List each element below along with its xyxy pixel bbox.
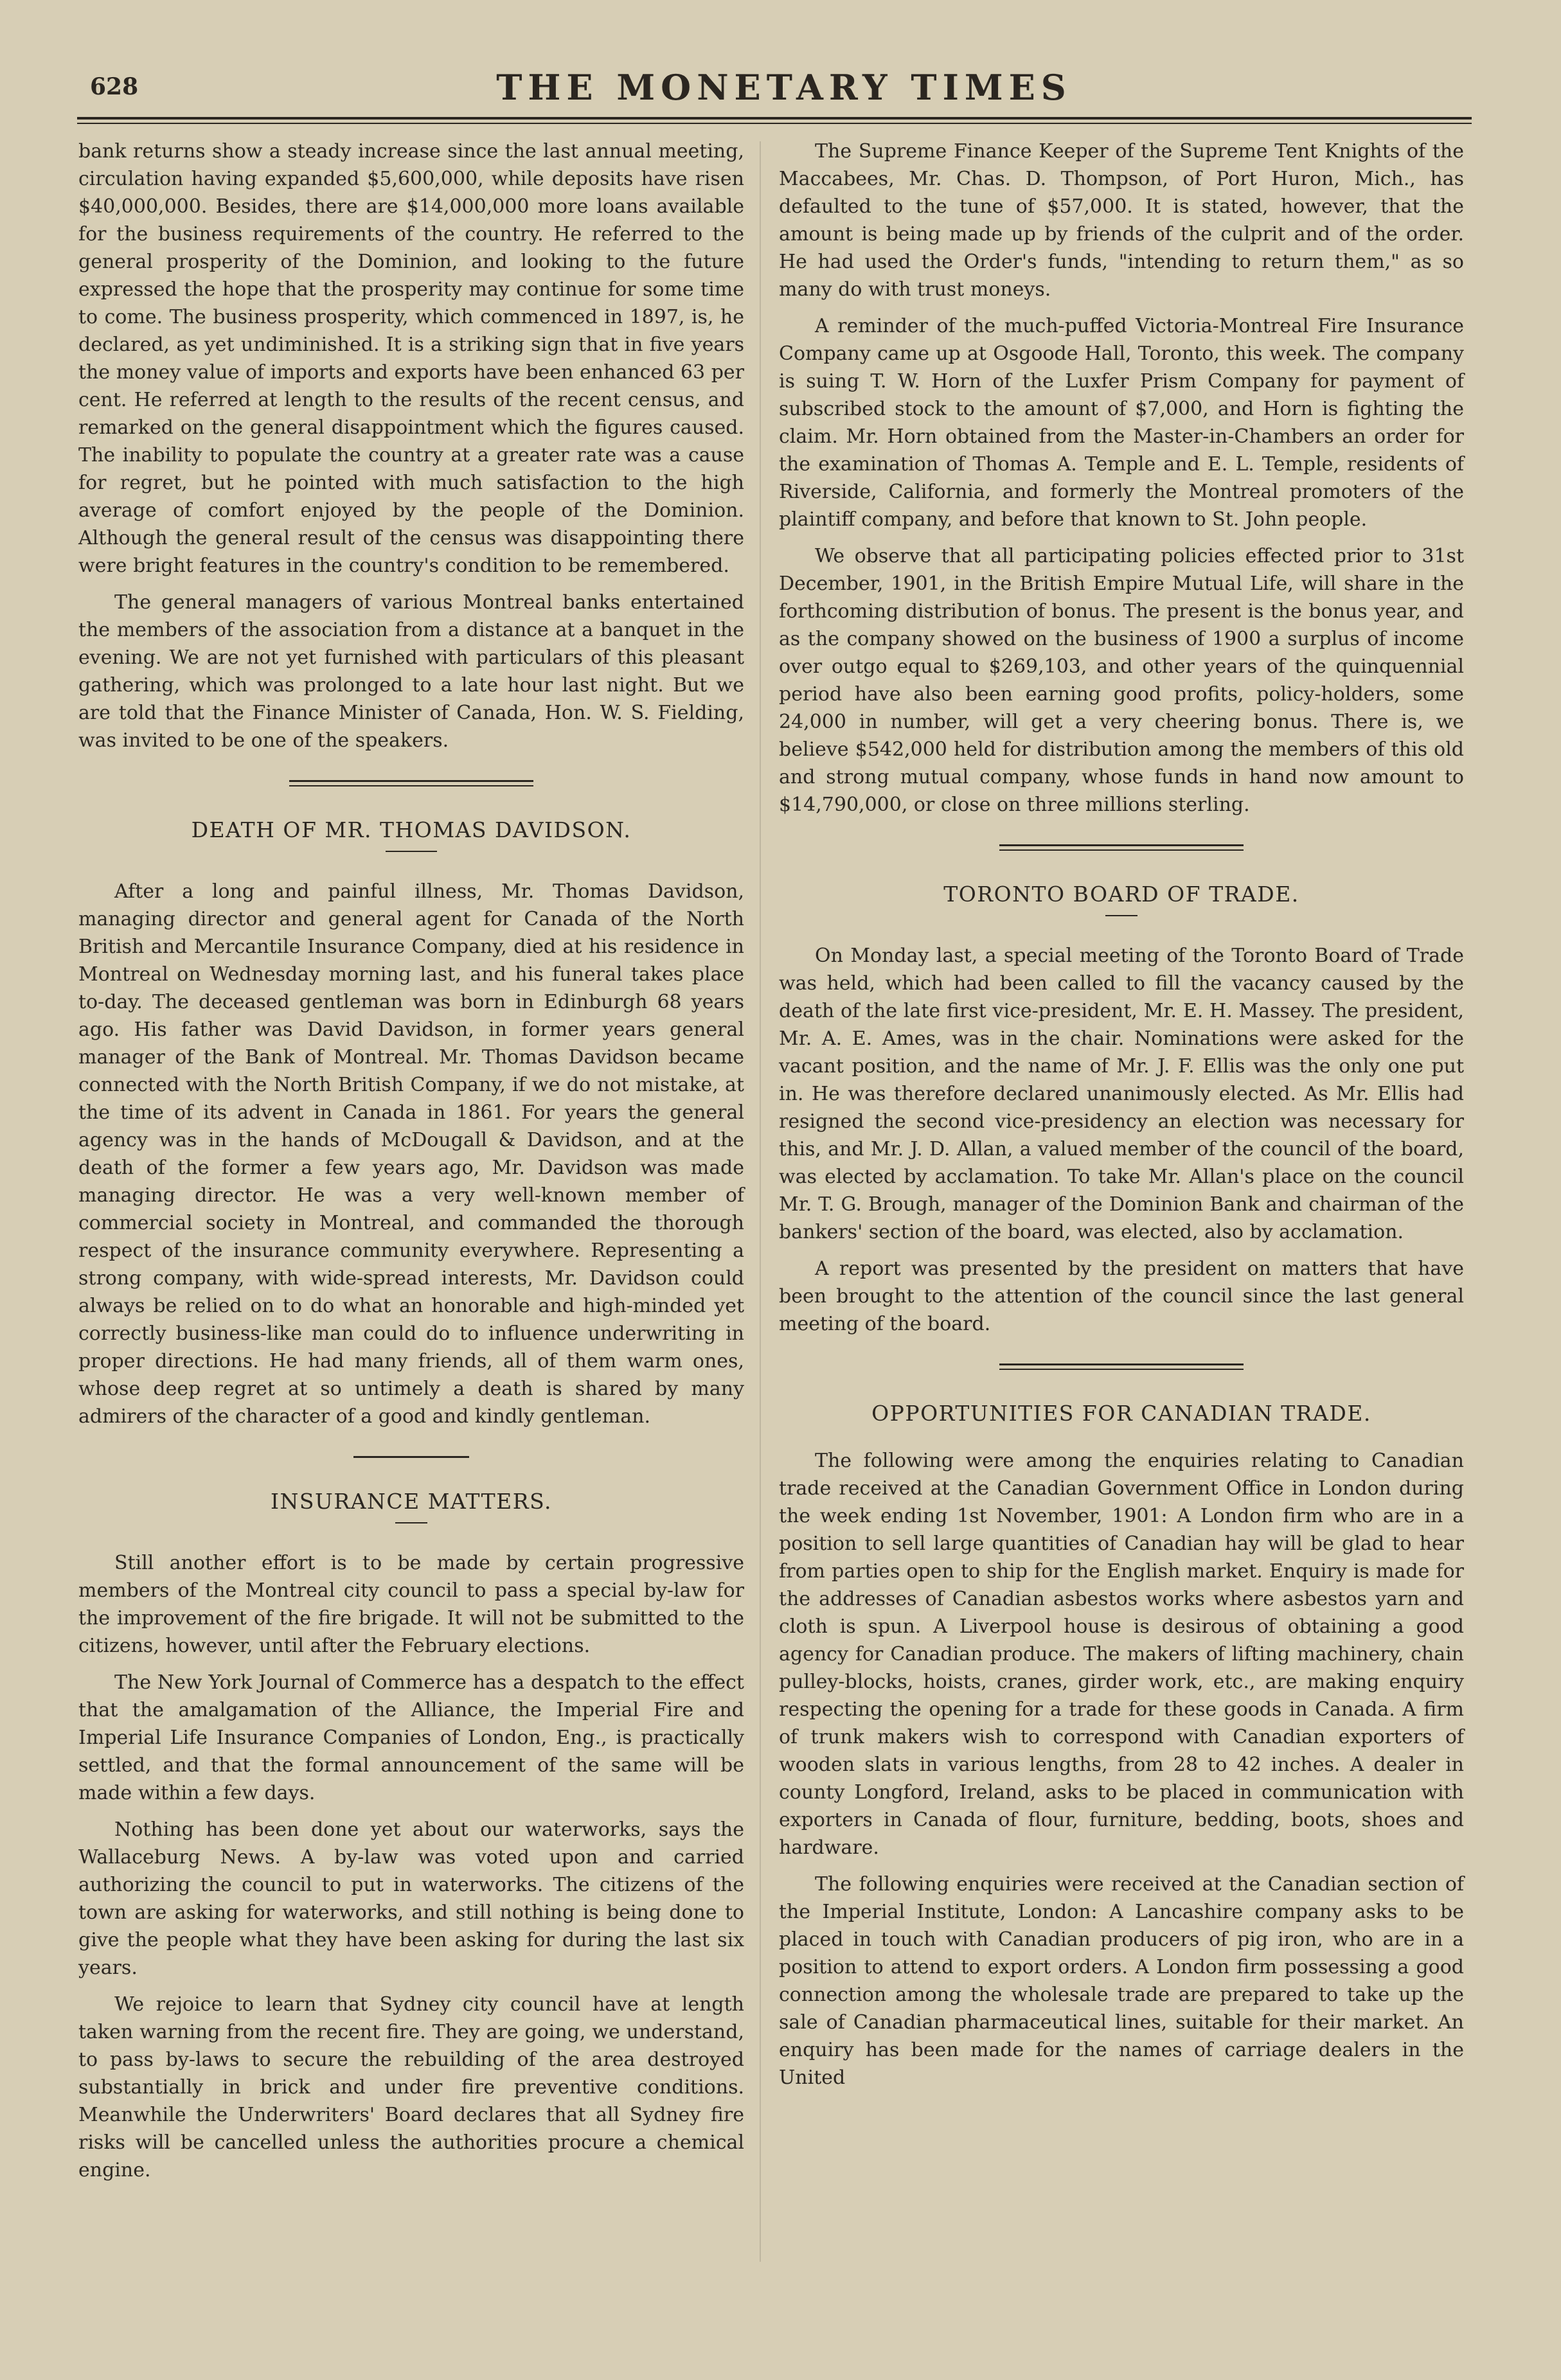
article-paragraph: We observe that all participating policies effected prior to 31st December, 1901, in the British Empire Mutual Life, will share in the forthcoming distribution of bonus. The present is the bonus year, and as the company showed on the business of 1900 a surplus of income over outgo equal to $269,103, and other years of the quinquennial period have also been earning good profits, policy-holders, some 24,000 in number, will get a very cheering bonus. There is, we believe $542,000 held for distribution among the members of this old and strong mutual company, whose funds in hand now amount to $14,790,000, or close on three millions sterling. <box>779 545 1464 816</box>
right-column <box>779 138 1464 2100</box>
article-paragraph: On Monday last, a special meeting of the Toronto Board of Trade was held, which had been called to fill the vacancy caused by the death of the late first vice-president, Mr. E. H. Massey. The president, Mr. A. E. Ames, was in the chair. Nominations were asked for the vacant position, and the name of Mr. J. F. Ellis was the only one put in. He was therefore declared unanimously elected. As Mr. Ellis had resigned the second vice-presidency an election was necessary for this, and Mr. J. D. Allan, a valued member of the council of the board, was elected by acclamation. To take Mr. Allan's place on the council Mr. T. G. Brough, manager of the Dominion Bank and chairman of the bankers' section of the board, was elected, also by acclamation. <box>779 945 1464 1243</box>
heading-dash <box>1105 915 1137 916</box>
article-paragraph: After a long and painful illness, Mr. Thomas Davidson, managing director and general agent for Canada of the North British and Mercantile Insurance Company, died at his residence in Montreal on Wednesday morning last, and his funeral takes place to-day. The deceased gentleman was born in Edinburgh 68 years ago. His father was David Davidson, in former years general manager of the Bank of Montreal. Mr. Thomas Davidson became connected with the North British Company, if we do not mistake, at the time of its advent in Canada in 1861. For years the general agency was in the hands of McDougall & Davidson, and at the death of the former a few years ago, Mr. Davidson was made managing director. He was a very well-known member of commercial society in Montreal, and commanded the thorough respect of the insurance community everywhere. Representing a strong company, with wide-spread interests, Mr. Davidson could always be relied on to do what an honorable and high-minded yet correctly business-like man could do to influence underwriting in proper directions. He had many friends, all of them warm ones, whose deep regret at so untimely a death is shared by many admirers of the character of a good and kindly gentleman. <box>78 880 744 1428</box>
article-paragraph: The general managers of various Montreal banks entertained the members of the association from a distance at a banquet in the evening. We are not yet furnished with particulars of this pleasant gathering, which was prolonged to a late hour last night. But we are told that the Finance Minister of Canada, Hon. W. S. Fielding, was invited to be one of the speakers. <box>78 591 744 752</box>
masthead-title: THE MONETARY TIMES <box>496 67 1072 108</box>
article-paragraph: The following enquiries were received at the Canadian section of the Imperial Institute, London: A Lancashire company asks to be placed in touch with Canadian producers of pig iron, who are in a position to attend to export orders. A London firm possessing a good connection among the wholesale trade are prepared to take up the sale of Canadian pharmaceutical lines, suitable for their market. An enquiry has been made for the names of carriage dealers in the United <box>779 1873 1464 2089</box>
section-separator <box>289 780 533 786</box>
column-divider <box>760 141 761 2262</box>
heading-dash <box>386 851 437 852</box>
header-rule-thin <box>77 123 1472 124</box>
article-paragraph: We rejoice to learn that Sydney city council have at length taken warning from the recent fire. They are going, we understand, to pass by-laws to secure the rebuilding of the area destroyed substantially in brick and under fire preventive conditions. Meanwhile the Underwriters' Board declares that all Sydney fire risks will be cancelled unless the authorities procure a chemical engine. <box>78 1993 744 2181</box>
section-separator <box>999 1363 1244 1370</box>
toronto-heading: TORONTO BOARD OF TRADE. <box>943 882 1299 907</box>
section-separator <box>353 1456 469 1458</box>
header-rule-thick <box>77 117 1472 120</box>
page-header <box>90 63 1478 114</box>
article-paragraph: Nothing has been done yet about our waterworks, says the Wallaceburg News. A by-law was voted upon and carried authorizing the council to put in waterworks. The citizens of the town are asking for waterworks, and still nothing is being done to give the people what they have been asking for during the last six years. <box>78 1818 744 1979</box>
page-number: 628 <box>90 73 139 100</box>
heading-dash <box>395 1522 427 1523</box>
article-paragraph: Still another effort is to be made by certain progressive members of the Montreal city council to pass a special by-law for the improvement of the fire brigade. It will not be submitted to the citizens, however, until after the February elections. <box>78 1552 744 1657</box>
article-paragraph: A report was presented by the president on matters that have been brought to the attention of the council since the last general meeting of the board. <box>779 1257 1464 1335</box>
opportunities-heading: OPPORTUNITIES FOR CANADIAN TRADE. <box>871 1401 1371 1426</box>
article-paragraph: A reminder of the much-puffed Victoria-Montreal Fire Insurance Company came up at Osgoode Hall, Toronto, this week. The company is suing T. W. Horn of the Luxfer Prism Company for payment of subscribed stock to the amount of $7,000, and Horn is fighting the claim. Mr. Horn obtained from the Master-in-Chambers an order for the examination of Thomas A. Temple and E. L. Temple, residents of Riverside, California, and formerly the Montreal promoters of the plaintiff company, and before that known to St. John people. <box>779 315 1464 531</box>
article-paragraph: The New York Journal of Commerce has a despatch to the effect that the amalgamation of the Alliance, the Imperial Fire and Imperial Life Insurance Companies of London, Eng., is practically settled, and that the formal announcement of the same will be made within a few days. <box>78 1671 744 1804</box>
davidson-heading: DEATH OF MR. THOMAS DAVIDSON. <box>191 817 632 842</box>
article-paragraph: bank returns show a steady increase since the last annual meeting, circulation having expanded $5,600,000, while deposits have risen $40,000,000. Besides, there are $14,000,000 more loans available for the business requirements of the country. He referred to the general prosperity of the Dominion, and looking to the future expressed the hope that the prosperity may continue for some time to come. The business prosperity, which commenced in 1897, is, he declared, as yet undiminished. It is a striking sign that in five years the money value of imports and exports have been enhanced 63 per cent. He referred at length to the results of the recent census, and remarked on the general disappointment which the figures caused. The inability to populate the country at a greater rate was a cause for regret, but he pointed with much satisfaction to the high average of comfort enjoyed by the people of the Dominion. Although the general result of the census was disappointing there were bright features in the country's condition to be remembered. <box>78 140 744 577</box>
section-separator <box>999 844 1244 851</box>
left-column <box>78 138 744 2193</box>
article-paragraph: The Supreme Finance Keeper of the Supreme Tent Knights of the Maccabees, Mr. Chas. D. Thompson, of Port Huron, Mich., has defaulted to the tune of $57,000. It is stated, however, that the amount is being made up by friends of the culprit and of the order. He had used the Order's funds, "intending to return them," as so many do with trust moneys. <box>779 140 1464 301</box>
article-paragraph: The following were among the enquiries relating to Canadian trade received at the Canadian Government Office in London during the week ending 1st November, 1901: A London firm who are in a position to sell large quantities of Canadian hay will be glad to hear from parties open to ship for the English market. Enquiry is made for the addresses of Canadian asbestos works where asbestos yarn and cloth is spun. A Liverpool house is desirous of obtaining a good agency for Canadian produce. The makers of lifting machinery, chain pulley-blocks, hoists, cranes, girder work, etc., are making enquiry respecting the opening for a trade for these goods in Canada. A firm of trunk makers wish to correspond with Canadian exporters of wooden slats in various lengths, from 28 to 42 inches. A dealer in county Longford, Ireland, asks to be placed in communication with exporters in Canada of flour, furniture, bedding, boots, shoes and hardware. <box>779 1450 1464 1859</box>
insurance-heading: INSURANCE MATTERS. <box>270 1489 553 1514</box>
